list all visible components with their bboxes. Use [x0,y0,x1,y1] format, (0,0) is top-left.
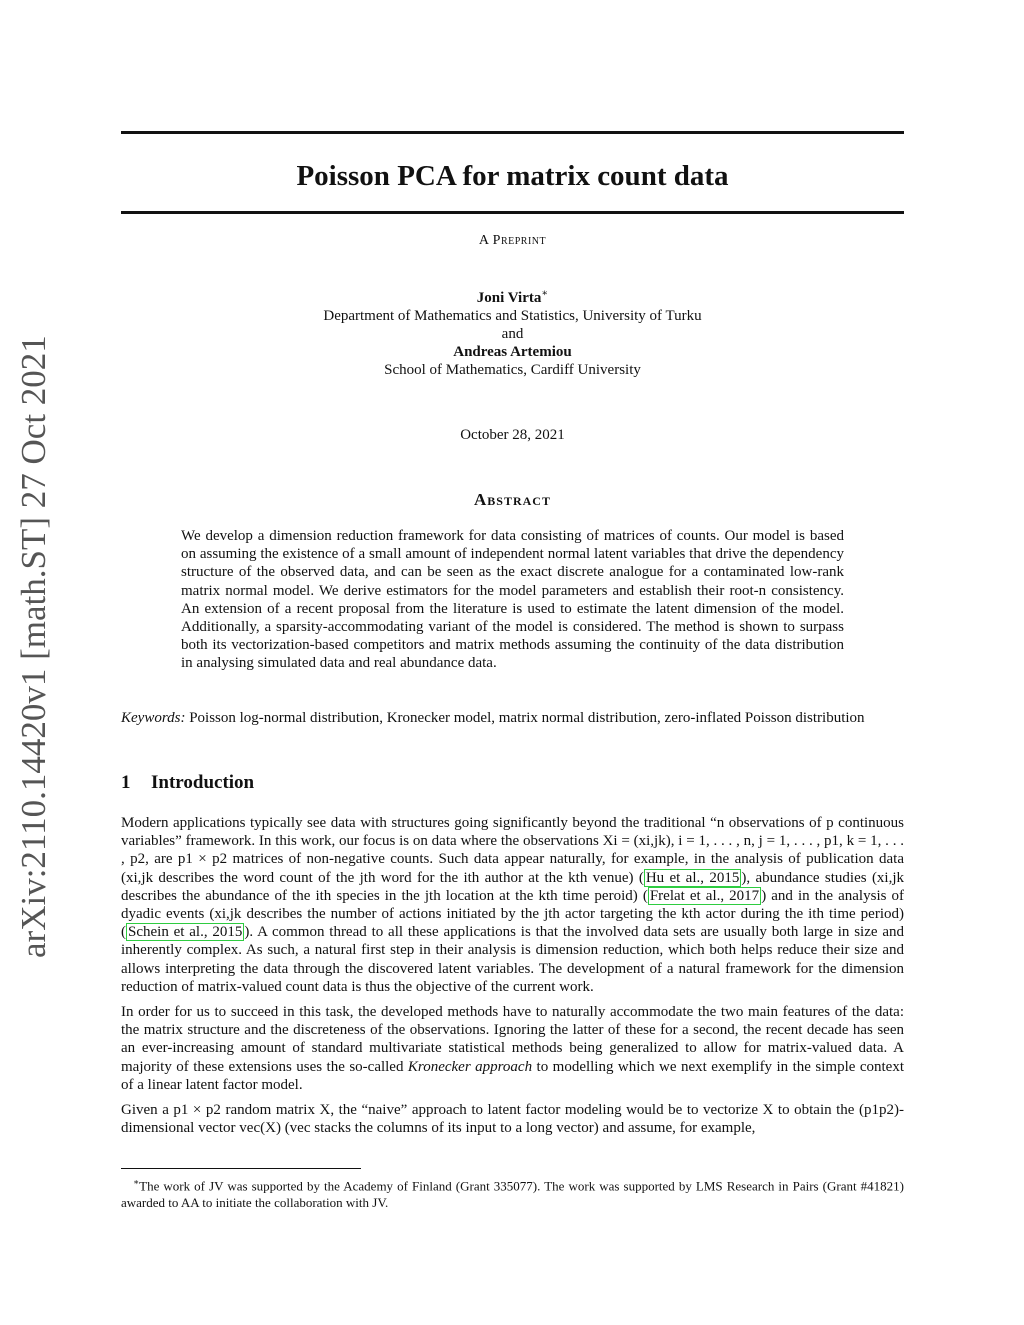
citation-link[interactable]: Schein et al., 2015 [128,924,243,941]
footnote [121,1174,904,1211]
paper-title: Poisson PCA for matrix count data [296,160,729,192]
section-number: 1 [121,772,131,793]
author-block [121,285,904,379]
footnote-mark: ∗ [541,288,549,299]
paper-date: October 28, 2021 [460,427,565,443]
paragraph [121,1003,904,1094]
section-title: Introduction [151,772,255,793]
author-and: and [501,326,524,342]
citation-link[interactable]: Hu et al., 2015 [645,869,740,886]
paragraph: Given a p1 × p2 random matrix X, the “naive” approach to latent factor modeling would be to vectorize X to obtain the (p1p2)-dimensional vector vec(X) (vec stacks the columns of its input to a long vector) and assume, for example, [121,1102,904,1137]
preprint-label: A Preprint [478,233,547,248]
paragraph-text: ) and in the analysis of dyadic events (xi,jk describes the number of actions initiated by the jth actor targeting the kth actor during the ith time period) ( [121,887,905,941]
paragraph-text: ). A common thread to all these applications is that the involved data sets are usually both large in size and inherently complex. As such, a natural first step in their analysis is dimension reduction, which both helps reduce their size and allows interpreting the data through the discovered latent variables. The development of a natural framework for the dimension reduction of matrix-valued count data is thus the objective of the current work. [121,924,904,995]
arxiv-identifier-sidebar: arXiv:2110.14420v1 [math.ST] 27 Oct 2021 [14,335,53,958]
author-affiliation: Department of Mathematics and Statistics, University of Turku [323,308,702,324]
paragraph [121,814,904,996]
abstract-heading: Abstract [474,490,551,509]
footnote-rule [121,1168,361,1169]
paragraph-text: to modelling which we next exemplify in the simple context of a linear latent factor model. [121,1058,905,1093]
title-rule-top [121,131,904,134]
author-name: Joni Virta [476,290,542,306]
footnote-text: The work of JV was supported by the Academy of Finland (Grant 335077). The work was supported by LMS Research in Pairs (Grant #41821) awarded to AA to initiate the collaboration with JV. [121,1178,904,1211]
abstract-text: We develop a dimension reduction framework for data consisting of matrices of counts. Our model is based on assuming the existence of a small amount of independent normal latent variables that drive the dependency structure of the observed data, and can be seen as the exact discrete analogue for a contaminated low-rank matrix normal model. We derive estimators for the model parameters and establish their root-n consistency. An extension of a recent proposal from the literature is used to estimate the latent dimension of the model. Additionally, a sparsity-accommodating variant of the model is considered. The method is shown to surpass both its vectorization-based competitors and matrix methods assuming the continuity of the data distribution in analysing simulated data and real abundance data. [181,528,844,672]
citation-link[interactable]: Frelat et al., 2017 [649,887,760,904]
body-text [121,814,904,1144]
author-affiliation: School of Mathematics, Cardiff University [384,362,641,378]
paragraph-text: Modern applications typically see data with structures going significantly beyond the traditional “n observations of p continuous variables” framework. In this work, our focus is on data where the observations Xi = (xi,jk), i = 1, . . . , n, j = 1, . . . , p1, k = 1, . . . , p2, are p1 × p2 matrices of non-negative counts. Such data appear naturally, for example, in the analysis of publication data (xi,jk describes the word count of the jth word for the ith author at the kth venue) ( [121,815,904,886]
emphasis-text: Kronecker approach [407,1058,533,1075]
keywords [121,709,904,727]
keywords-text: Poisson log-normal distribution, Kronecker model, matrix normal distribution, zero-inflated Poisson distribution [189,710,865,726]
keywords-label: Keywords: [121,710,186,726]
title-rule-bottom [121,211,904,214]
footnote-mark: ∗ [133,1177,140,1187]
paragraph-text: ), abundance studies (xi,jk describes the abundance of the ith species in the jth location at the kth time peroid) ( [121,869,905,904]
paragraph-text: In order for us to succeed in this task, the developed methods have to naturally accommodate the two main features of the data: the matrix structure and the discreteness of the observations. Ignoring the latter of these for a second, the recent decade has seen an ever-increasing amount of standard multivariate statistical methods being generalized to allow for matrix-valued data. A majority of these extensions uses the so-called [121,1004,904,1075]
author-name: Andreas Artemiou [453,344,572,360]
section-heading [121,771,254,795]
